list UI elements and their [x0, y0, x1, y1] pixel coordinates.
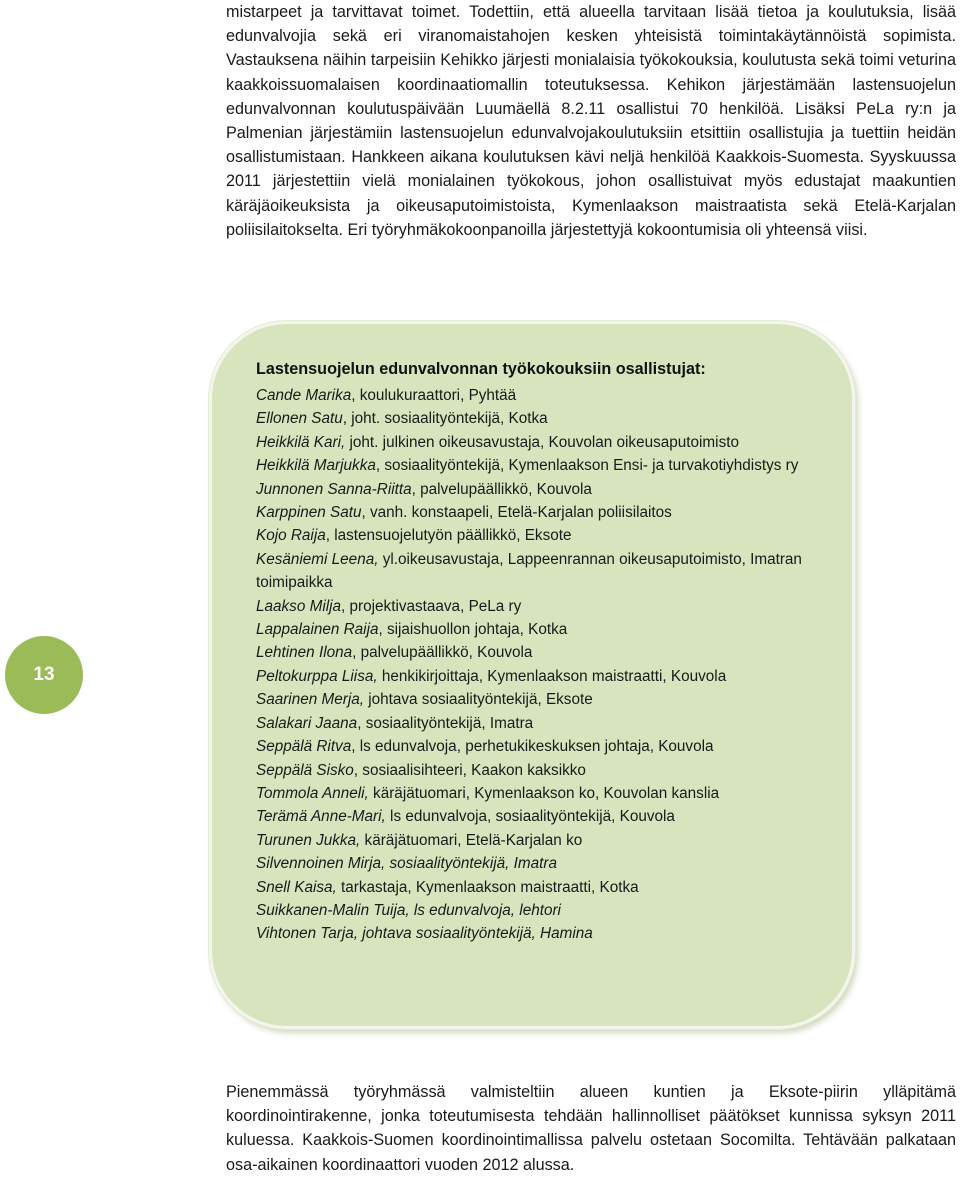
- participant-name: Seppälä Ritva: [256, 738, 352, 756]
- participant-name: Saarinen Merja,: [256, 691, 364, 709]
- participant-item: [256, 454, 816, 477]
- participant-item: [256, 759, 816, 782]
- participant-role: , koulukuraattori, Pyhtää: [351, 387, 517, 404]
- participant-item: [256, 384, 816, 407]
- participant-item: [256, 407, 816, 430]
- participant-item: [256, 501, 816, 524]
- participant-name: Vihtonen Tarja, johtava sosiaalityöntekijä, Hamina: [256, 925, 593, 943]
- participant-name: Tommola Anneli,: [256, 784, 369, 802]
- participant-role: henkikirjoittaja, Kymenlaakson maistraatti, Kouvola: [377, 667, 727, 685]
- participant-role: , joht. sosiaalityöntekijä, Kotka: [342, 410, 548, 428]
- participant-name: Lehtinen Ilona: [256, 644, 353, 662]
- participant-item: [256, 899, 816, 922]
- participant-name: Junnonen Sanna-Riitta: [256, 480, 412, 498]
- participant-role: , vanh. konstaapeli, Etelä-Karjalan poliisilaitos: [361, 504, 672, 522]
- participant-name: Lappalainen Raija: [256, 621, 379, 639]
- participant-role: , sijaishuollon johtaja, Kotka: [378, 621, 568, 639]
- participant-item: [256, 431, 816, 454]
- participants-list: [256, 384, 816, 946]
- participant-role: , projektivastaava, PeLa ry: [341, 597, 522, 615]
- participant-item: [256, 478, 816, 501]
- participant-role: yl.oikeusavustaja, Lappeenrannan oikeusaputoimisto, Imatran toimipaikka: [256, 550, 802, 592]
- participant-role: , palvelupäällikkö, Kouvola: [411, 480, 592, 498]
- intro-paragraph: mistarpeet ja tarvittavat toimet. Todettiin, että alueella tarvitaan lisää tietoa ja koulutuksia, lisää edunvalvojia sekä eri viranomaistahojen kesken yhteisistä toimintakäytännöistä sopimista. Vastauksena näihin tarpeisiin Kehikko järjesti monialaisia työkokouksia, koulutusta sekä toimi veturina kaakkoissuomalaisen koordinaatiomallin toteutuksessa. Kehikon järjestämään lastensuojelun edunvalvonnan koulutuspäivään Luumäellä 8.2.11 osallistui 70 henkilöä. Lisäksi PeLa ry:n ja Palmenian järjestämiin lastensuojelun edunvalvojakoulutuksiin etsittiin osallistujia ja tuettiin heidän osallistumistaan. Hankkeen aikana koulutuksen kävi neljä henkilöä Kaakkois-Suomesta. Syyskuussa 2011 järjestettiin vielä monialainen työkokous, johon osallistuivat myös edustajat maakuntien käräjäoikeuksista ja oikeusaputoimistoista, Kymenlaakson maistraatista sekä Etelä-Karjalan poliisilaitokselta. Eri työryhmäkokoonpanoilla järjestettyjä kokoontumisia oli yhteensä viisi.: [226, 3, 956, 239]
- participant-role: , sosiaalisihteeri, Kaakon kaksikko: [353, 761, 586, 779]
- participant-role: käräjätuomari, Etelä-Karjalan ko: [360, 831, 583, 849]
- participant-role: , lastensuojelutyön päällikkö, Eksote: [325, 527, 572, 545]
- participant-item: [256, 852, 816, 875]
- participant-role: , sosiaalityöntekijä, Imatra: [357, 714, 534, 732]
- participant-name: Kojo Raija: [256, 527, 326, 545]
- participant-item: [256, 829, 816, 852]
- participant-role: joht. julkinen oikeusavustaja, Kouvolan oikeusaputoimisto: [345, 433, 739, 451]
- participant-item: [256, 548, 816, 595]
- participant-name: Heikkilä Kari,: [256, 433, 346, 451]
- closing-paragraph: Pienemmässä työryhmässä valmisteltiin alueen kuntien ja Eksote-piirin ylläpitämä koordinointirakenne, jonka toteutumisesta tehdään hallinnolliset päätökset kunnissa syksyn 2011 kuluessa. Kaakkois-Suomen koordinointimallissa palvelu ostetaan Socomilta. Tehtävään palkataan osa-aikainen koordinaattori vuoden 2012 alussa.: [226, 1083, 956, 1174]
- participant-item: [256, 922, 816, 945]
- participant-item: [256, 782, 816, 805]
- participant-item: [256, 524, 816, 547]
- participant-item: [256, 665, 816, 688]
- participant-name: Kesäniemi Leena,: [256, 550, 379, 568]
- participant-item: [256, 618, 816, 641]
- participant-name: Cande Marika: [256, 387, 352, 404]
- participant-item: [256, 595, 816, 618]
- participant-name: Laakso Milja: [256, 597, 342, 615]
- participant-role: , palvelupäällikkö, Kouvola: [352, 644, 533, 662]
- participant-name: Terämä Anne-Mari,: [256, 808, 386, 826]
- participant-name: Salakari Jaana: [256, 714, 358, 732]
- callout-heading: Lastensuojelun edunvalvonnan työkokouksiin osallistujat:: [256, 360, 706, 378]
- participant-name: Ellonen Satu: [256, 410, 343, 428]
- participant-item: [256, 688, 816, 711]
- participant-role: käräjätuomari, Kymenlaakson ko, Kouvolan kanslia: [368, 784, 720, 802]
- participant-name: Seppälä Sisko: [256, 761, 354, 779]
- participant-item: [256, 712, 816, 735]
- page-number-badge: 13: [5, 636, 83, 714]
- participant-role: tarkastaja, Kymenlaakson maistraatti, Kotka: [336, 878, 639, 896]
- participant-role: , ls edunvalvoja, perhetukikeskuksen johtaja, Kouvola: [351, 738, 714, 756]
- participant-item: [256, 876, 816, 899]
- participant-item: [256, 805, 816, 828]
- participant-name: Suikkanen-Malin Tuija, ls edunvalvoja, lehtori: [256, 901, 561, 919]
- participant-name: Karppinen Satu: [256, 504, 362, 522]
- participant-role: johtava sosiaalityöntekijä, Eksote: [363, 691, 593, 709]
- participant-role: , sosiaalityöntekijä, Kymenlaakson Ensi- ja turvakotiyhdistys ry: [375, 457, 799, 475]
- participant-name: Turunen Jukka,: [256, 831, 361, 849]
- participant-name: Peltokurppa Liisa,: [256, 667, 378, 685]
- participant-name: Heikkilä Marjukka: [256, 457, 376, 475]
- participant-role: ls edunvalvoja, sosiaalityöntekijä, Kouvola: [385, 808, 675, 826]
- participant-name: Snell Kaisa,: [256, 878, 337, 896]
- participant-item: [256, 735, 816, 758]
- participant-item: [256, 641, 816, 664]
- participant-name: Silvennoinen Mirja, sosiaalityöntekijä, Imatra: [256, 855, 557, 873]
